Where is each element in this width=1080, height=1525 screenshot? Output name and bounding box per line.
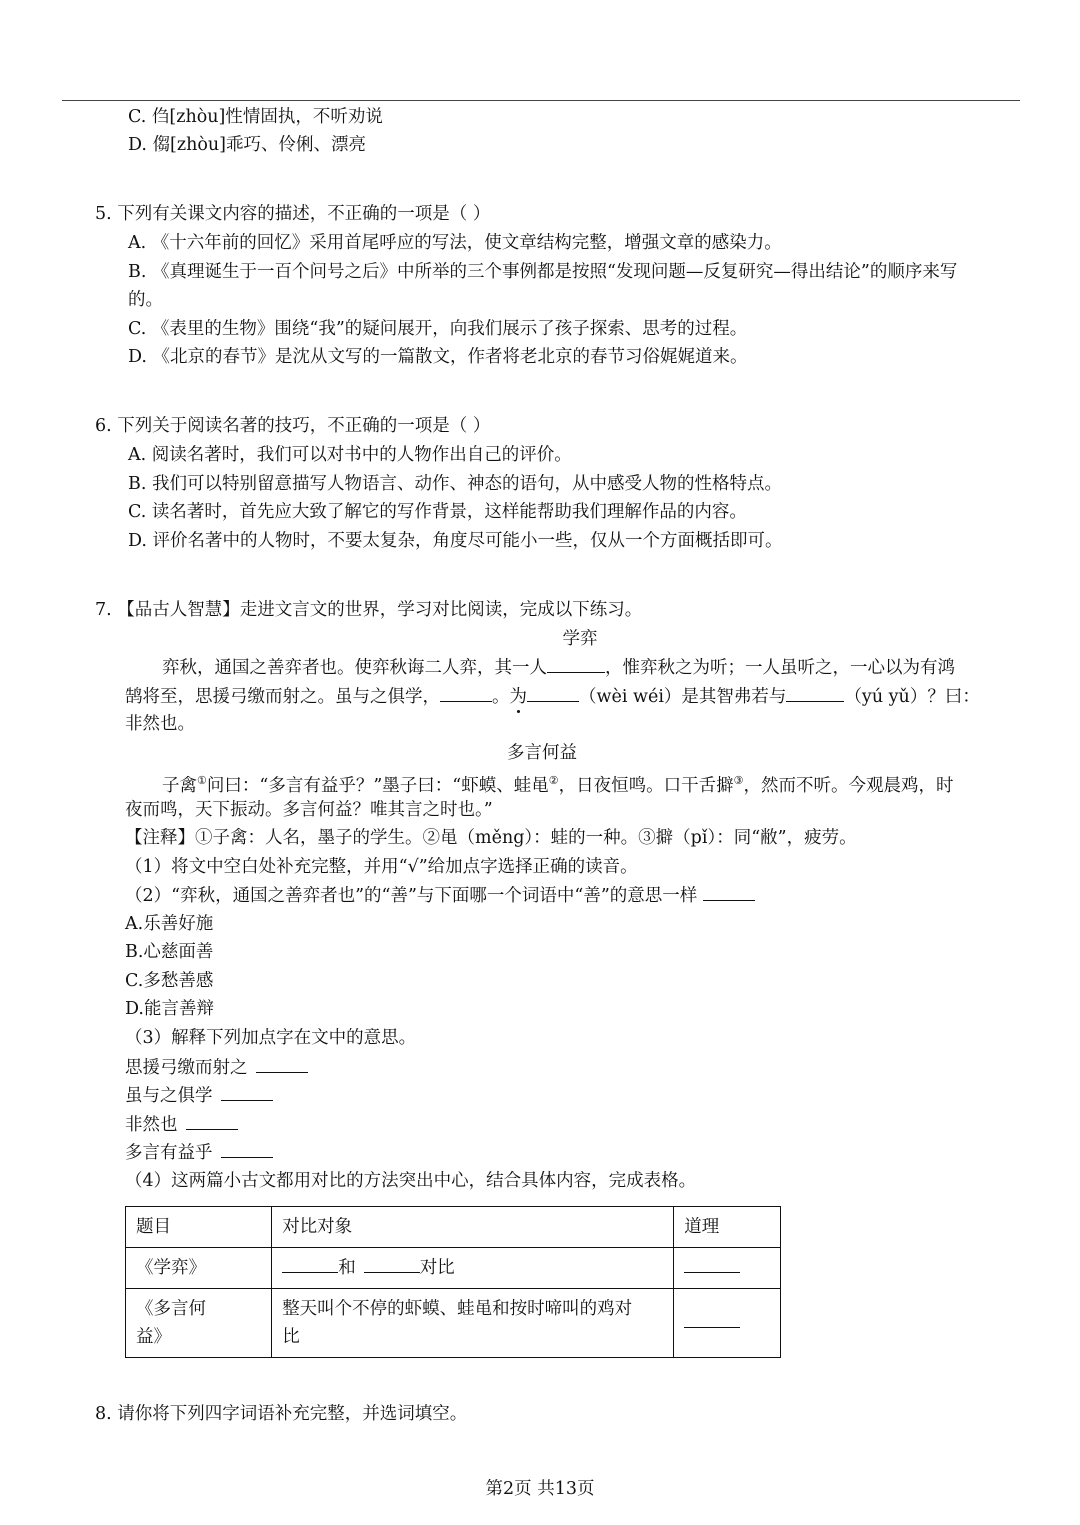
table-row [126, 1248, 781, 1289]
question-5-option-a: A. 《十六年前的回忆》采用首尾呼应的写法，使文章结构完整，增强文章的感染力。 [128, 233, 782, 253]
explain-item-3: 非然也 [125, 1113, 238, 1136]
question-6-option-b: B. 我们可以特别留意描写人物语言、动作、神态的语句，从中感受人物的性格特点。 [128, 474, 782, 494]
answer-blank[interactable] [282, 1256, 338, 1273]
question-8-stem: 8. 请你将下列四字词语补充完整，并选词填空。 [95, 1404, 468, 1424]
question-5-option-b: B. 《真理诞生于一百个问号之后》中所举的三个事例都是按照“发现问题—反复研究—得出结论”的顺序来写 [128, 262, 958, 282]
sub-question-1: （1）将文中空白处补充完整，并用“√”给加点字选择正确的读音。 [125, 857, 638, 877]
blank[interactable] [547, 656, 605, 673]
question-6-stem: 6. 下列关于阅读名著的技巧，不正确的一项是（ ） [95, 416, 491, 436]
question-6-option-c: C. 读名著时，首先应大致了解它的写作背景，这样能帮助我们理解作品的内容。 [128, 502, 747, 522]
annotation-note: 【注释】①子禽：人名，墨子的学生。②黾（měng）：蛙的一种。③擗（pǐ）：同“敝”，疲劳。 [125, 828, 857, 848]
passage-2-line-2: 夜而鸣，天下振动。多言何益？唯其言之时也。” [125, 800, 493, 820]
sub-question-2-option-a: A.乐善好施 [125, 914, 214, 934]
answer-blank[interactable] [364, 1256, 420, 1273]
sub-question-2-option-d: D.能言善辩 [125, 999, 214, 1019]
answer-blank[interactable] [684, 1256, 740, 1273]
question-5-option-c: C. 《表里的生物》围绕“我”的疑问展开，向我们展示了孩子探索、思考的过程。 [128, 319, 748, 339]
sub-question-4: （4）这两篇小古文都用对比的方法突出中心，结合具体内容，完成表格。 [125, 1171, 697, 1191]
question-6-option-a: A. 阅读名著时，我们可以对书中的人物作出自己的评价。 [128, 445, 572, 465]
question-5-stem: 5. 下列有关课文内容的描述，不正确的一项是（ ） [95, 204, 491, 224]
passage-1-line-2: 鹄将至，思援弓缴而射之。虽与之俱学， 。为 （wèi wéi）是其智弗若与 （yú yǔ）？曰： [125, 687, 980, 707]
row-contrast: 和 对比 [272, 1248, 674, 1289]
row-title: 《多言何 益》 [126, 1289, 272, 1358]
question-5-option-d: D. 《北京的春节》是沈从文写的一篇散文，作者将老北京的春节习俗娓娓道来。 [128, 347, 748, 367]
passage-1-line-3: 非然也。 [125, 714, 195, 734]
answer-blank[interactable] [256, 1056, 308, 1073]
sub-question-2-option-c: C.多愁善感 [125, 971, 214, 991]
row-contrast: 整天叫个不停的虾蟆、蛙黾和按时啼叫的鸡对 比 [272, 1289, 674, 1358]
option-d-prev: D. 㑳[zhòu]乖巧、伶俐、漂亮 [128, 135, 366, 155]
sub-question-2-option-b: B.心慈面善 [125, 942, 214, 962]
page-footer: 第2页 共13页 [485, 1479, 595, 1499]
row-reason [674, 1248, 781, 1289]
comparison-table [125, 1206, 781, 1358]
header-contrast: 对比对象 [272, 1207, 674, 1248]
explain-item-4: 多言有益乎 [125, 1141, 273, 1164]
passage-1-title: 学弈 [562, 629, 598, 649]
answer-blank[interactable] [221, 1084, 273, 1101]
question-5-option-b-cont: 的。 [128, 290, 163, 310]
explain-item-2: 虽与之俱学 [125, 1084, 273, 1107]
answer-blank[interactable] [703, 884, 755, 901]
table-row [126, 1289, 781, 1358]
option-c-prev: C. 㑇[zhòu]性情固执，不听劝说 [128, 107, 383, 127]
explain-item-1: 思援弓缴而射之 [125, 1056, 308, 1079]
header-rule [62, 100, 1020, 101]
blank[interactable] [786, 685, 844, 702]
sub-question-3: （3）解释下列加点字在文中的意思。 [125, 1028, 417, 1048]
answer-blank[interactable] [684, 1311, 740, 1328]
header-title: 题目 [126, 1207, 272, 1248]
answer-blank[interactable] [221, 1141, 273, 1158]
table-header-row [126, 1207, 781, 1248]
blank[interactable] [440, 685, 492, 702]
blank[interactable] [527, 685, 579, 702]
header-reason: 道理 [674, 1207, 781, 1248]
row-reason [674, 1289, 781, 1358]
sub-question-2: （2）“弈秋，通国之善弈者也”的“善”与下面哪一个词语中“善”的意思一样 [125, 884, 755, 907]
answer-blank[interactable] [186, 1113, 238, 1130]
passage-2-title: 多言何益 [507, 743, 577, 763]
passage-1-line-1: 弈秋，通国之善弈者也。使弈秋诲二人弈，其一人 ，惟弈秋之为听；一人虽听之，一心以为有鸿 [162, 658, 955, 678]
passage-2-line-1: 子禽①问曰：“多言有益乎？”墨子曰：“虾蟆、蛙黾②，日夜恒鸣。口干舌擗③，然而不听。今观晨鸡，时 [162, 774, 954, 796]
question-7-stem: 7. 【品古人智慧】走进文言文的世界，学习对比阅读，完成以下练习。 [95, 600, 643, 620]
row-title: 《学弈》 [126, 1248, 272, 1289]
question-6-option-d: D. 评价名著中的人物时，不要太复杂，角度尽可能小一些，仅从一个方面概括即可。 [128, 531, 783, 551]
